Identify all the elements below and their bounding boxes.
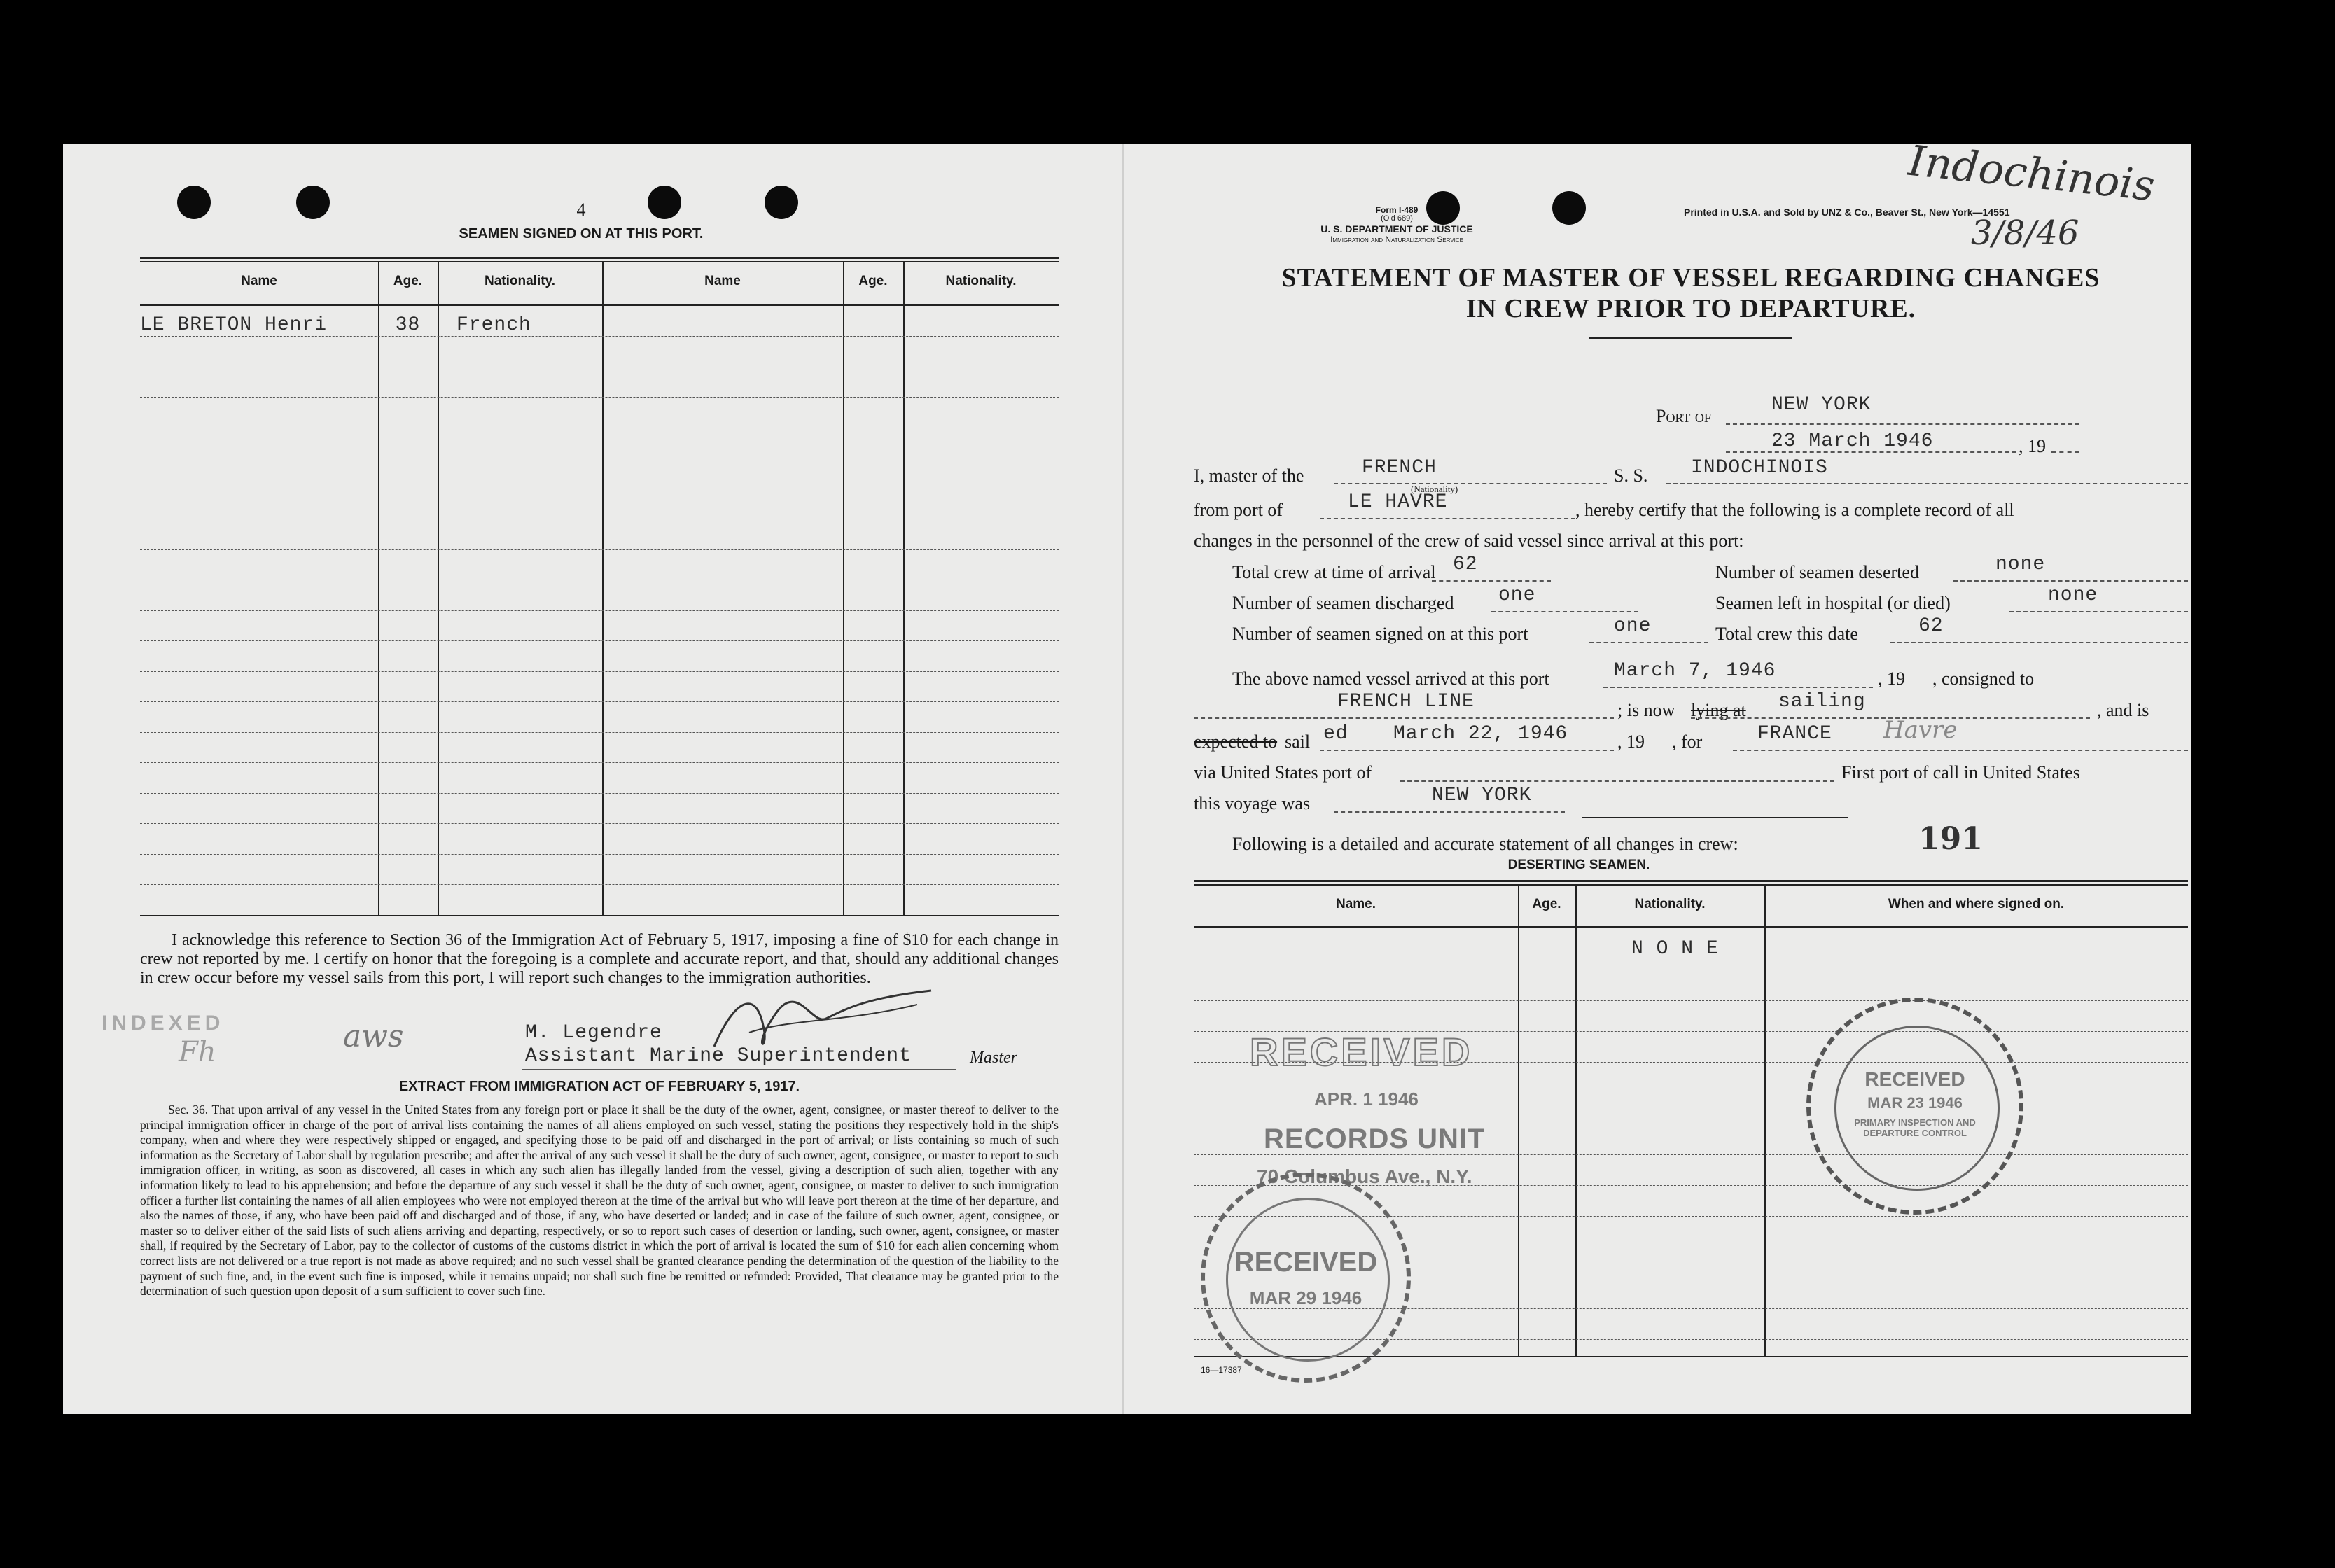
ruled-line	[140, 671, 1059, 672]
column-divider	[1575, 884, 1577, 1356]
service-name: Immigration and Naturalization Service	[1330, 234, 1463, 244]
none-entry: N O N E	[1631, 938, 1719, 960]
ruled-line	[1194, 969, 2188, 970]
seaman-name: LE BRETON Henri	[140, 314, 328, 336]
voyage-label: this voyage was	[1194, 793, 1311, 813]
master-of-label: I, master of the	[1194, 465, 1304, 486]
voyage-line	[1334, 811, 1565, 813]
table-bottom-rule	[140, 915, 1059, 916]
ruled-line	[140, 884, 1059, 885]
arrived-date: March 7, 1946	[1614, 660, 1776, 682]
deserted-label: Number of seamen deserted	[1715, 562, 1919, 582]
table-top-rule	[1194, 880, 2188, 882]
seaman-age: 38	[395, 314, 421, 336]
col-header-age: Age.	[1532, 897, 1561, 911]
column-divider	[378, 261, 379, 915]
col-header-signed-on: When and where signed on.	[1888, 897, 2065, 911]
column-divider	[602, 261, 604, 915]
ruled-line	[140, 610, 1059, 611]
table-top-rule	[1194, 884, 2188, 886]
stat-line	[1491, 611, 1638, 612]
first-port-label: First port of call in United States	[1841, 762, 2080, 783]
records-unit-address: 70 Columbus Ave., N.Y.	[1257, 1166, 1472, 1187]
printer-credit: Printed in U.S.A. and Sold by UNZ & Co., Beaver St., New York—14551	[1684, 206, 2010, 218]
signed-on-label: Number of seamen signed on at this port	[1232, 624, 1528, 644]
punch-hole	[648, 186, 681, 219]
year-line	[2051, 451, 2079, 453]
date-line	[1726, 451, 2016, 453]
acknowledgment-text: I acknowledge this reference to Section 36 of the Immigration Act of February 5, 1917, imposing a fine of $10 for each change in crew not reported by me. I certify on honor that the foregoing is a complete and accurate report, and that, should any additional changes in crew occur before my vessel sails from this port, I will report such changes to the immigration authorities.	[140, 931, 1059, 987]
table-top-rule	[140, 261, 1059, 262]
sailed-suffix: ed	[1323, 723, 1348, 745]
round-stamp-1	[1201, 1172, 1411, 1382]
vessel-line	[1666, 483, 2188, 484]
signature-line	[522, 1069, 956, 1070]
received-stamp-date: APR. 1 1946	[1314, 1088, 1419, 1110]
ruled-line	[140, 732, 1059, 733]
signer-name: M. Legendre	[525, 1022, 662, 1044]
for-label: , 19 , for	[1617, 732, 1703, 752]
col-header-nationality: Nationality.	[485, 274, 555, 288]
total-crew-arrival-label: Total crew at time of arrival	[1232, 562, 1436, 582]
destination-handwritten: Havre	[1883, 716, 1958, 744]
round-stamp-1-text: RECEIVED	[1234, 1247, 1378, 1278]
ruled-line	[140, 640, 1059, 641]
separator-line	[1582, 817, 1848, 818]
received-stamp: RECEIVED	[1250, 1030, 1473, 1074]
col-header-nationality-2: Nationality.	[945, 274, 1017, 288]
from-port-value: LE HAVRE	[1348, 491, 1448, 513]
port-value: NEW YORK	[1771, 394, 1872, 416]
table-header-rule	[140, 304, 1059, 306]
ruled-line	[140, 823, 1059, 824]
signer-title: Assistant Marine Superintendent	[525, 1045, 912, 1067]
ruled-line	[140, 367, 1059, 368]
records-unit-stamp: RECORDS UNIT	[1264, 1124, 1486, 1154]
hospital-value: none	[2048, 584, 2098, 606]
indexed-stamp: INDEXED	[102, 1011, 225, 1035]
handwritten-number: 191	[1918, 821, 1983, 857]
struck-expected-to: expected to	[1194, 732, 1278, 752]
col-header-age: Age.	[393, 274, 423, 288]
handwritten-initials: Fh	[179, 1036, 216, 1068]
following-label: Following is a detailed and accurate statement of all changes in crew:	[1232, 834, 1738, 854]
deserted-value: none	[1995, 554, 2046, 575]
total-crew-arrival-value: 62	[1453, 554, 1478, 575]
column-divider	[843, 261, 844, 915]
department-name: U. S. DEPARTMENT OF JUSTICE	[1320, 223, 1473, 234]
col-header-name: Name	[241, 274, 277, 288]
via-line	[1400, 780, 1834, 782]
signature-scribble	[707, 983, 945, 1060]
col-header-age-2: Age.	[858, 274, 888, 288]
consignee-value: FRENCH LINE	[1337, 691, 1475, 713]
arrived-line	[1603, 687, 1873, 688]
handwritten-initials-2: aws	[343, 1018, 404, 1054]
punch-hole	[296, 186, 330, 219]
ruled-line	[140, 336, 1059, 337]
arrived-label: The above named vessel arrived at this port	[1232, 668, 1549, 689]
hospital-label: Seamen left in hospital (or died)	[1715, 593, 1951, 613]
round-stamp-2-sub: PRIMARY INSPECTION AND DEPARTURE CONTROL	[1854, 1117, 1976, 1138]
changes-text: changes in the personnel of the crew of said vessel since arrival at this port:	[1194, 531, 1744, 551]
form-title-line-2: IN CREW PRIOR TO DEPARTURE.	[1465, 294, 1916, 323]
round-stamp-2-date: MAR 23 1946	[1867, 1094, 1963, 1112]
table-top-rule	[140, 257, 1059, 259]
round-stamp-1-date: MAR 29 1946	[1249, 1287, 1362, 1308]
stat-line	[2009, 611, 2188, 612]
column-divider	[438, 261, 439, 915]
round-stamp-2-text: RECEIVED	[1864, 1068, 1965, 1090]
ss-label: S. S.	[1614, 465, 1648, 486]
column-divider	[903, 261, 905, 915]
via-label: via United States port of	[1194, 762, 1372, 783]
seaman-nationality: French	[456, 314, 531, 336]
footer-code: 16—17387	[1201, 1365, 1242, 1375]
discharged-label: Number of seamen discharged	[1232, 593, 1454, 613]
year-prefix: , 19	[2019, 436, 2046, 456]
sail-date: March 22, 1946	[1393, 723, 1568, 745]
master-label: Master	[970, 1049, 1017, 1067]
from-port-label: from port of	[1194, 500, 1283, 520]
col-header-name-2: Name	[704, 274, 741, 288]
column-divider	[1764, 884, 1766, 1356]
discharged-value: one	[1498, 584, 1536, 606]
col-header-name: Name.	[1335, 897, 1376, 911]
extract-text: Sec. 36. That upon arrival of any vessel in the United States from any foreign port or place it shall be the duty of the owner, agent, consignee, or master thereof to deliver to the principal immigration officer in charge of the port of arrival lists containing the names of all aliens employed on such vessel, stating the positions they respectively hold in the ship's company, when and where they were respectively shipped or engaged, and specifying those to be paid off and discharged in the port of arrival; or lists containing so much of such information as the Secretary of Labor shall by regulation prescribe; and after the arrival of any such vessel it shall be the duty of such owner, agent, consignee, or master to report to such immigration officer, in writing, as soon as discovered, all cases in which any such alien has illegally landed from the vessel, giving a description of such alien, together with any information likely to lead to his apprehension; and before the departure of any such vessel it shall be the duty of such owner, agent, consignee, or master to deliver to such immigration officer a further list containing the names of all alien employees who were not employed thereon at the time of the arrival but who will leave port thereon at the time of her departure, and also the names of those, if any, who have been paid off and discharged and of those, if any, who have deserted or landed; and in case of the failure of such owner, agent, consignee, or master so to deliver either of the said lists of such aliens arriving and departing, respectively, or so to report such cases of desertion or landing, such owner, agent, consignee, or master shall, if required by the Secretary of Labor, pay to the collector of customs of the customs district in which the port of arrival is located the sum of $10 for each alien concerning whom correct lists are not delivered or a true report is not made as above required; and no such vessel shall be granted clearance pending the determination of the question of the liability to the payment of such fine, and, in the event such fine is imposed, while it remains unpaid; nor shall such fine be remitted or refunded: Provided, That clearance may be granted prior to the determination of such question upon deposit of a sum sufficient to cover such fine.	[140, 1102, 1059, 1298]
certify-text: , hereby certify that the following is a complete record of all	[1575, 500, 2014, 520]
struck-lying-at: lying at	[1691, 700, 1746, 720]
port-label: Port of	[1656, 406, 1711, 426]
is-now-label: ; is now	[1617, 700, 1675, 720]
sail-label: sail	[1285, 732, 1311, 752]
nationality-line	[1334, 483, 1607, 484]
handwritten-date: 3/8/46	[1971, 214, 2079, 253]
punch-hole	[765, 186, 798, 219]
ruled-line	[140, 701, 1059, 702]
ruled-line	[140, 854, 1059, 855]
sail-line	[1320, 750, 1614, 751]
stat-line	[1890, 642, 2188, 643]
handwritten-vessel-name: Indochinois	[1906, 136, 2157, 211]
form-old-number: (Old 689)	[1381, 214, 1413, 223]
consignee-line	[1194, 718, 1614, 719]
round-stamp-2	[1806, 997, 2023, 1214]
ruled-line	[1194, 1000, 2188, 1001]
form-number: Form I-489	[1375, 205, 1419, 215]
stat-line	[1432, 580, 1551, 582]
page-number: 4	[576, 200, 586, 220]
statement-date: 23 March 1946	[1771, 430, 1934, 452]
deserting-title: DESERTING SEAMEN.	[1507, 858, 1650, 872]
status-value: sailing	[1778, 691, 1866, 713]
ruled-line	[140, 397, 1059, 398]
total-crew-date-value: 62	[1918, 615, 1944, 637]
extract-title: EXTRACT FROM IMMIGRATION ACT OF FEBRUARY 5, 1917.	[398, 1079, 800, 1094]
punch-hole	[177, 186, 211, 219]
left-page	[63, 144, 1122, 1414]
vessel-name: INDOCHINOIS	[1691, 457, 1828, 479]
right-page	[1124, 136, 2191, 1414]
stat-line	[1589, 642, 1708, 643]
ruled-line	[140, 762, 1059, 763]
consigned-label: , 19 , consigned to	[1878, 668, 2035, 689]
nationality-value: FRENCH	[1362, 457, 1437, 479]
from-port-line	[1320, 518, 1575, 519]
nationality-caption: (Nationality)	[1411, 484, 1458, 494]
signed-on-value: one	[1614, 615, 1652, 637]
stat-line	[1953, 580, 2188, 582]
destination-line	[1733, 750, 2188, 751]
title-underline	[1589, 337, 1792, 339]
punch-hole	[1552, 191, 1586, 225]
section-title: SEAMEN SIGNED ON AT THIS PORT.	[459, 226, 704, 241]
total-crew-date-label: Total crew this date	[1715, 624, 1858, 644]
column-divider	[1518, 884, 1519, 1356]
and-is-label: , and is	[2097, 700, 2149, 720]
port-line	[1726, 424, 2079, 425]
table-header-rule	[1194, 926, 2188, 927]
destination-value: FRANCE	[1757, 723, 1832, 745]
first-port-value: NEW YORK	[1432, 785, 1532, 806]
ruled-line	[140, 793, 1059, 794]
col-header-nationality: Nationality.	[1634, 897, 1706, 911]
form-title-line-1: STATEMENT OF MASTER OF VESSEL REGARDING CHANGES	[1281, 263, 2100, 293]
